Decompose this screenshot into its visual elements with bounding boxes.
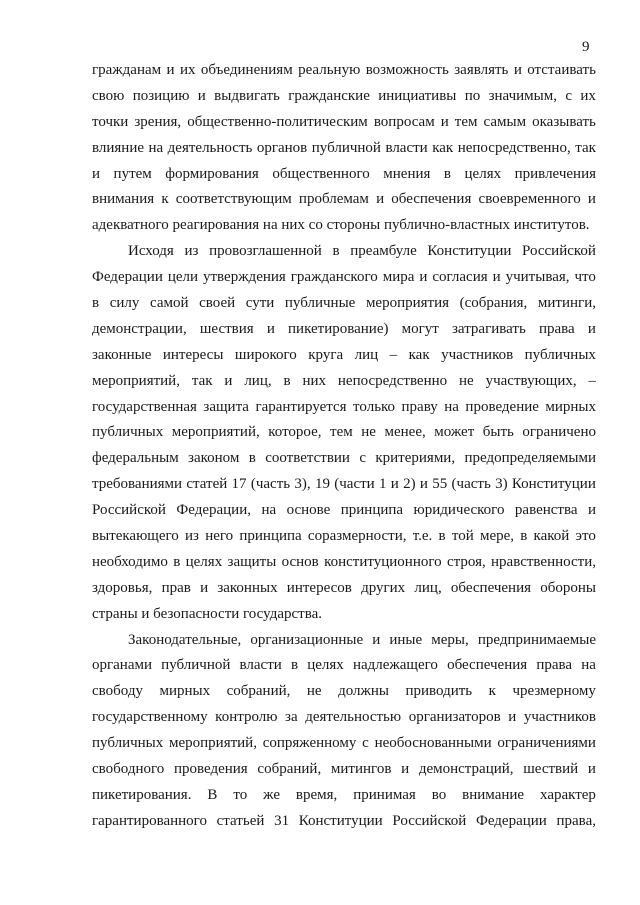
- word: той: [451, 528, 474, 545]
- text-line: [92, 628, 596, 654]
- word: мероприятий,: [171, 424, 260, 441]
- word: и: [224, 372, 233, 389]
- word: гарантируется: [255, 398, 347, 415]
- word: и: [508, 709, 517, 726]
- word: и: [390, 476, 399, 493]
- word: своей: [199, 295, 236, 312]
- text-line: [92, 136, 596, 162]
- word: их: [580, 87, 596, 104]
- word: надлежащего: [352, 657, 438, 674]
- word: мероприятий,: [169, 735, 257, 752]
- word: которое,: [268, 424, 322, 441]
- word: пикетирования.: [92, 786, 192, 803]
- word: (часть: [451, 476, 491, 493]
- text-line: [92, 162, 596, 188]
- word: органов: [256, 139, 308, 156]
- word: пикетирование): [288, 320, 389, 337]
- word: и: [200, 579, 209, 596]
- word: самым: [483, 113, 527, 130]
- word: законных: [217, 579, 278, 596]
- word: 31: [274, 812, 290, 829]
- word: здоровья,: [92, 579, 153, 596]
- word: организационные: [250, 631, 364, 648]
- word: праву: [401, 398, 438, 415]
- word: на: [261, 502, 277, 519]
- word: государственная: [92, 398, 197, 415]
- word: целях: [464, 165, 502, 182]
- word: в: [332, 243, 340, 260]
- word: соответствующим: [175, 191, 292, 208]
- word: –: [389, 346, 398, 363]
- word: мероприятий,: [92, 372, 180, 389]
- word: и: [372, 631, 381, 648]
- word: требованиями: [92, 476, 183, 493]
- word: участников: [441, 346, 514, 363]
- word: не: [306, 683, 322, 700]
- word: Конституции: [298, 812, 383, 829]
- text-line: [92, 757, 596, 783]
- word: Федерации: [475, 812, 547, 829]
- word: публичной: [311, 139, 381, 156]
- word: статьей: [216, 812, 265, 829]
- text-line: [92, 369, 596, 395]
- text-line: [92, 679, 596, 705]
- word: так: [191, 372, 213, 389]
- word: на: [581, 657, 596, 674]
- word: чрезмерному: [512, 683, 596, 700]
- word: в: [443, 165, 452, 182]
- word: Федерации: [92, 269, 163, 286]
- word: же: [263, 786, 280, 803]
- word: деятельностью: [305, 709, 402, 726]
- text-line: [92, 576, 596, 602]
- word: лиц: [354, 346, 379, 363]
- word: участвующих,: [485, 372, 577, 389]
- word: обеспечения: [447, 657, 528, 674]
- word: федеральным: [92, 450, 179, 467]
- word: и: [587, 191, 596, 208]
- word: 3),: [294, 476, 311, 493]
- word: должны: [338, 683, 389, 700]
- word: к: [161, 191, 169, 208]
- word: гражданам: [92, 62, 162, 78]
- word: основе: [286, 502, 331, 519]
- word: в: [248, 450, 256, 467]
- word: к: [488, 683, 496, 700]
- word: публичных: [524, 346, 596, 363]
- word: и: [587, 320, 596, 337]
- word: защиты: [227, 553, 277, 570]
- text-line: [92, 550, 596, 576]
- word: путем: [113, 165, 152, 182]
- word: свою: [92, 87, 125, 104]
- word: органами: [92, 657, 153, 674]
- word: Российской: [92, 502, 166, 519]
- text-line: [92, 524, 596, 550]
- word: во: [431, 786, 447, 803]
- word: сопряженному: [262, 735, 357, 752]
- word: демонстраций,: [418, 761, 514, 778]
- word: и: [197, 87, 206, 104]
- word: собраний,: [226, 683, 291, 700]
- text-line: [92, 472, 596, 498]
- word: предпринимаемые: [477, 631, 596, 648]
- word: статей: [186, 476, 228, 493]
- word: инициативы: [378, 87, 457, 104]
- text-line: [92, 395, 596, 421]
- word: учитывая,: [505, 269, 570, 286]
- word: своевременного: [478, 191, 581, 208]
- word: 3): [495, 476, 508, 493]
- word: 1: [378, 476, 387, 493]
- word: целях: [307, 657, 344, 674]
- word: обеспечения: [450, 579, 532, 596]
- word: на: [444, 398, 459, 415]
- text-line: [92, 187, 596, 213]
- word: публичных: [92, 424, 164, 441]
- word: общественного: [272, 165, 370, 182]
- word: то: [233, 786, 248, 803]
- word: основ: [281, 553, 319, 570]
- word: права: [536, 657, 573, 674]
- word: (часть: [250, 476, 291, 493]
- word: может: [434, 424, 475, 441]
- word: необходимо: [92, 553, 168, 570]
- word: непосредственно,: [457, 139, 571, 156]
- word: –: [588, 372, 596, 389]
- word: 2): [403, 476, 416, 493]
- word: Российской: [522, 243, 596, 260]
- text-line: [92, 653, 596, 679]
- word: соответствии: [265, 450, 350, 467]
- text-line: [92, 420, 596, 446]
- word: права,: [556, 812, 596, 829]
- word: митингов: [330, 761, 392, 778]
- word: обеспечения: [391, 191, 472, 208]
- text-line: [92, 58, 596, 84]
- text-line: [92, 84, 596, 110]
- word: организаторов: [408, 709, 501, 726]
- word: как: [432, 139, 454, 156]
- word: публичные: [284, 295, 356, 312]
- text-line: [92, 291, 596, 317]
- text-line: [92, 498, 596, 524]
- word: мероприятия: [365, 295, 450, 312]
- word: власти: [385, 139, 428, 156]
- word: мира: [382, 269, 415, 286]
- text-line: [92, 317, 596, 343]
- text-line: [92, 265, 596, 291]
- word: точки: [92, 113, 129, 130]
- text-line: [92, 705, 596, 731]
- word: проблемам: [298, 191, 369, 208]
- word: не: [459, 372, 474, 389]
- word: необоснованными: [374, 735, 492, 752]
- word: это: [575, 528, 596, 545]
- word: принципа: [340, 502, 404, 519]
- word: преамбуле: [350, 243, 417, 260]
- text-line: [92, 731, 596, 757]
- word: заявлять: [454, 62, 509, 78]
- word: ограничениями: [497, 735, 596, 752]
- word: ограничено: [522, 424, 596, 441]
- word: формирования: [165, 165, 259, 182]
- word: в: [290, 657, 299, 674]
- text-line: [92, 783, 596, 809]
- word: по: [464, 87, 481, 104]
- word: деятельность: [167, 139, 253, 156]
- word: целях: [185, 553, 223, 570]
- word: тем: [454, 113, 478, 130]
- word: какой: [533, 528, 570, 545]
- word: мирных: [545, 398, 596, 415]
- word: власти: [239, 657, 282, 674]
- word: круга: [308, 346, 344, 363]
- word: и: [401, 761, 410, 778]
- word: свободу: [92, 683, 143, 700]
- text-line: [92, 446, 596, 472]
- word: (части: [334, 476, 375, 493]
- word: равенства: [514, 502, 578, 519]
- word: значимым,: [488, 87, 557, 104]
- word: прав: [161, 579, 191, 596]
- word: и: [166, 62, 175, 78]
- word: шествия: [199, 320, 254, 337]
- word: меры,: [431, 631, 469, 648]
- word: и: [513, 62, 522, 78]
- word: обороны: [540, 579, 596, 596]
- word: быть: [482, 424, 514, 441]
- word: конституционного: [324, 553, 442, 570]
- word: 17: [231, 476, 247, 493]
- word: в: [438, 528, 446, 545]
- word: мирных: [159, 683, 211, 700]
- word: из: [185, 528, 199, 545]
- word: принципа: [239, 528, 302, 545]
- word: Законодательные,: [128, 631, 242, 648]
- word: провозглашенной: [209, 243, 322, 260]
- word: и: [419, 269, 428, 286]
- word: В: [207, 786, 218, 803]
- word: внимания: [92, 191, 155, 208]
- word: нравственности,: [491, 553, 596, 570]
- word: лиц,: [244, 372, 272, 389]
- word: широкого: [234, 346, 297, 363]
- word: в: [173, 553, 181, 570]
- word: интересов: [286, 579, 352, 596]
- word: гарантированного: [92, 812, 207, 829]
- word: реальную: [298, 62, 361, 78]
- word: законные: [92, 346, 152, 363]
- word: Российской: [392, 812, 467, 829]
- word: критериями,: [375, 450, 456, 467]
- word: выдвигать: [214, 87, 280, 104]
- word: 55: [432, 476, 448, 493]
- word: строя,: [446, 553, 486, 570]
- word: характер: [540, 786, 596, 803]
- word: и: [266, 320, 275, 337]
- word: зрения,: [134, 113, 182, 130]
- word: согласия: [432, 269, 488, 286]
- word: проведения: [173, 761, 248, 778]
- text-line: [92, 239, 596, 265]
- word: и: [376, 191, 385, 208]
- word: и: [419, 476, 428, 493]
- word: с: [359, 450, 366, 467]
- word: (собрания,: [459, 295, 528, 312]
- word: т.е.: [412, 528, 433, 545]
- word: самой: [149, 295, 189, 312]
- word: Федерации,: [176, 502, 251, 519]
- word: их: [179, 62, 196, 78]
- page-number: 9: [582, 39, 590, 55]
- word: Конституции: [511, 476, 596, 493]
- word: цели: [167, 269, 199, 286]
- word: вопросам: [373, 113, 435, 130]
- word: в: [283, 372, 291, 389]
- word: них: [302, 372, 327, 389]
- word: силу: [109, 295, 140, 312]
- word: и: [587, 761, 596, 778]
- word: государственному: [92, 709, 208, 726]
- word: лиц,: [414, 579, 442, 596]
- word: и: [92, 165, 101, 182]
- word: принимая: [353, 786, 416, 803]
- word: с: [362, 735, 369, 752]
- word: с: [565, 87, 572, 104]
- word: влияние: [92, 139, 145, 156]
- word: затрагивать: [452, 320, 526, 337]
- word: проведение: [465, 398, 539, 415]
- word: в: [92, 295, 100, 312]
- word: права: [538, 320, 575, 337]
- word: только: [353, 398, 396, 415]
- word: Исходя: [128, 243, 174, 260]
- text-line: [92, 343, 596, 369]
- word: не: [361, 424, 376, 441]
- text-line: [92, 809, 596, 835]
- word: могут: [401, 320, 439, 337]
- word: непосредственно: [337, 372, 448, 389]
- word: контролю: [215, 709, 278, 726]
- word: вытекающего: [92, 528, 179, 545]
- word: время,: [295, 786, 338, 803]
- word: защита: [203, 398, 249, 415]
- word: других: [361, 579, 406, 596]
- word: юридического: [413, 502, 505, 519]
- word: на: [148, 139, 164, 156]
- word: него: [205, 528, 234, 545]
- word: объединениям: [200, 62, 293, 78]
- word: шествий: [523, 761, 579, 778]
- word: тем: [330, 424, 353, 441]
- word: участников: [523, 709, 596, 726]
- text-line: страны и безопасности государства.: [92, 605, 322, 622]
- word: 19: [314, 476, 330, 493]
- word: мнения: [383, 165, 431, 182]
- word: и: [492, 269, 501, 286]
- word: менее,: [384, 424, 426, 441]
- word: предопределяемыми: [464, 450, 596, 467]
- word: демонстрации,: [92, 320, 187, 337]
- word: Конституции: [427, 243, 512, 260]
- word: гражданские: [288, 87, 370, 104]
- word: гражданского: [290, 269, 378, 286]
- word: утверждения: [202, 269, 286, 286]
- word: публичной: [161, 657, 231, 674]
- word: из: [184, 243, 199, 260]
- word: интересы: [162, 346, 224, 363]
- word: публичных: [92, 735, 164, 752]
- word: законом: [188, 450, 240, 467]
- word: соразмерности,: [307, 528, 407, 545]
- word: так: [575, 139, 596, 156]
- word: приводить: [405, 683, 473, 700]
- word: отстаивать: [527, 62, 596, 78]
- word: внимание: [462, 786, 525, 803]
- word: общественно-политическим: [187, 113, 368, 130]
- word: позицию: [132, 87, 190, 104]
- word: в: [520, 528, 528, 545]
- word: за: [285, 709, 298, 726]
- word: оказывать: [532, 113, 596, 130]
- word: возможность: [365, 62, 449, 78]
- word: иные: [389, 631, 423, 648]
- word: и: [587, 502, 596, 519]
- word: сути: [245, 295, 275, 312]
- word: мере,: [479, 528, 515, 545]
- word: как: [408, 346, 430, 363]
- word: собраний,: [257, 761, 322, 778]
- body-text: [92, 58, 596, 835]
- word: что: [574, 269, 596, 286]
- word: привлечения: [514, 165, 596, 182]
- word: митинги,: [537, 295, 596, 312]
- word: свободного: [92, 761, 165, 778]
- text-line: [92, 110, 596, 136]
- word: и: [440, 113, 449, 130]
- text-line: адекватного реагирования на них со стороны публично-властных институтов.: [92, 217, 590, 234]
